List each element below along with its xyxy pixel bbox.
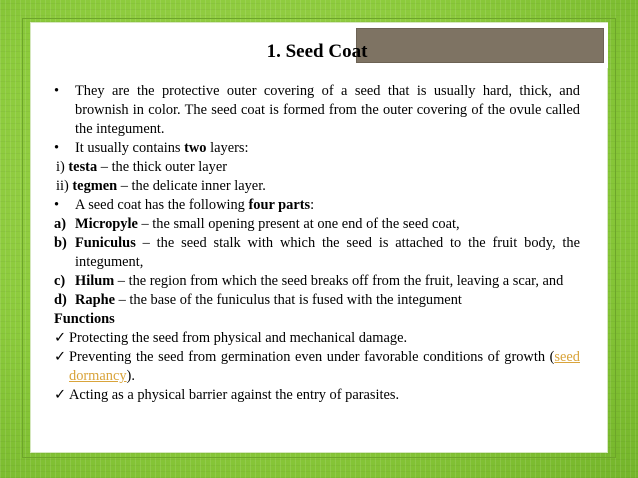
paragraph-layers: It usually contains two layers: [75, 140, 249, 156]
function-item: ✓ Preventing the seed from germination even under favorable conditions of growth (seed dormancy). [54, 349, 580, 384]
bullet-marker: • [54, 197, 60, 213]
bullet-item [54, 196, 580, 215]
layer-tegmen: ii) tegmen – the delicate inner layer. [56, 178, 266, 194]
paragraph-definition: They are the protective outer covering of a seed that is usually hard, thick, and brownish in color. The seed coat is formed from the outer covering of the ovule called the integument. [75, 83, 580, 137]
functions-heading: Functions [54, 311, 115, 327]
paragraph-parts: A seed coat has the following four parts: [75, 197, 315, 213]
check-icon: ✓ [54, 349, 67, 365]
check-icon: ✓ [54, 387, 67, 403]
part-item-raphe: d) Raphe – the base of the funiculus that is fused with the integument [54, 292, 462, 308]
bullet-marker: • [54, 83, 60, 99]
function-item: ✓ Acting as a physical barrier against the entry of parasites. [54, 387, 400, 403]
bullet-marker: • [54, 140, 60, 156]
bullet-item [54, 82, 580, 139]
function-item: ✓ Protecting the seed from physical and mechanical damage. [54, 330, 408, 346]
slide-content [54, 40, 580, 405]
part-item-funiculus: b) Funiculus – the seed stalk with which the seed is attached to the fruit body, the integument, [54, 235, 580, 270]
part-item-hilum: c) Hilum – the region from which the seed breaks off from the fruit, leaving a scar, and [54, 273, 564, 289]
check-icon: ✓ [54, 330, 67, 346]
layer-testa: i) testa – the thick outer layer [56, 159, 228, 175]
slide-title: 1. Seed Coat [266, 41, 368, 62]
bullet-item [54, 139, 580, 158]
emphasis-four-parts: four parts [248, 197, 311, 213]
seed-dormancy-link[interactable]: seed dormancy [69, 349, 580, 384]
emphasis-two: two [184, 140, 207, 156]
part-item-micropyle: a) Micropyle – the small opening present at one end of the seed coat, [54, 216, 460, 232]
